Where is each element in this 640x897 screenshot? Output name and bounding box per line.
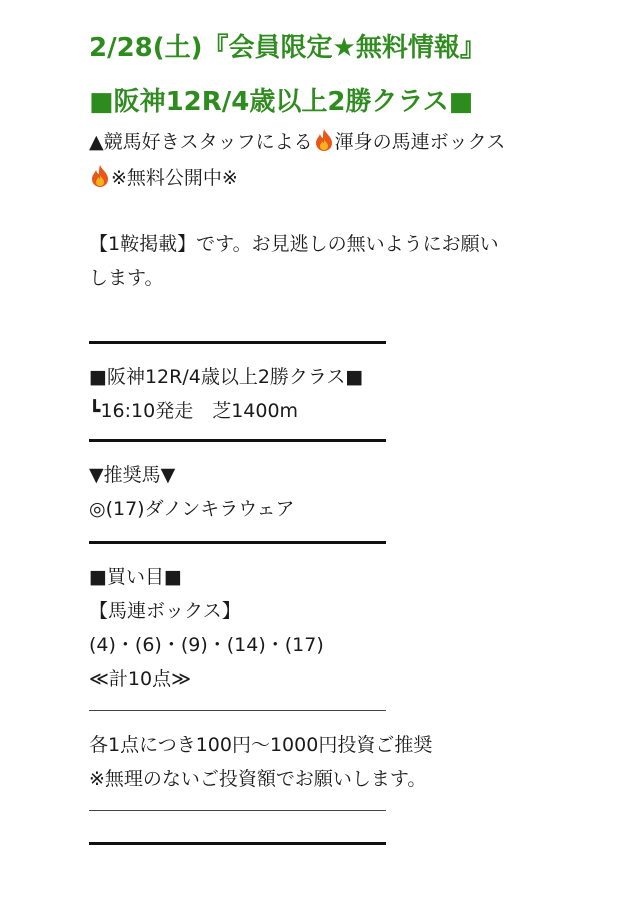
bet-total: ≪計10点≫ bbox=[89, 668, 191, 690]
intro-line-1 bbox=[89, 128, 505, 154]
divider bbox=[89, 341, 386, 344]
race-detail: ┗16:10発走 芝1400m bbox=[89, 400, 299, 422]
divider-thin bbox=[89, 710, 386, 711]
bet-type: 【馬連ボックス】 bbox=[89, 600, 241, 622]
article-subtitle: ■阪神12R/4歳以上2勝クラス■ bbox=[89, 87, 474, 117]
divider-thin bbox=[89, 810, 386, 811]
intro-text: ▲競馬好きスタッフによる bbox=[89, 131, 313, 153]
article-title: 2/28(土)『会員限定★無料情報』 bbox=[89, 33, 486, 63]
divider bbox=[89, 541, 386, 544]
race-name: ■阪神12R/4歳以上2勝クラス■ bbox=[89, 366, 364, 388]
recommend-horse: ◎(17)ダノンキラウェア bbox=[89, 498, 295, 520]
intro-line-2 bbox=[89, 164, 238, 190]
note-line-1: 各1点につき100円～1000円投資ご推奨 bbox=[89, 734, 433, 756]
intro-text-tail: 渾身の馬連ボックス bbox=[334, 131, 506, 153]
bet-heading: ■買い目■ bbox=[89, 566, 182, 588]
fire-icon bbox=[89, 164, 111, 188]
note-line-2: ※無理のないご投資額でお願いします。 bbox=[89, 768, 427, 790]
free-notice: ※無料公開中※ bbox=[111, 167, 238, 189]
intro-line-4: します。 bbox=[89, 267, 164, 289]
fire-icon bbox=[313, 128, 335, 152]
intro-line-3: 【1鞍掲載】です。お見逃しの無いようにお願い bbox=[89, 233, 499, 255]
divider bbox=[89, 842, 386, 845]
divider bbox=[89, 439, 386, 442]
bet-numbers: (4)・(6)・(9)・(14)・(17) bbox=[89, 634, 324, 656]
recommend-heading: ▼推奨馬▼ bbox=[89, 464, 176, 486]
